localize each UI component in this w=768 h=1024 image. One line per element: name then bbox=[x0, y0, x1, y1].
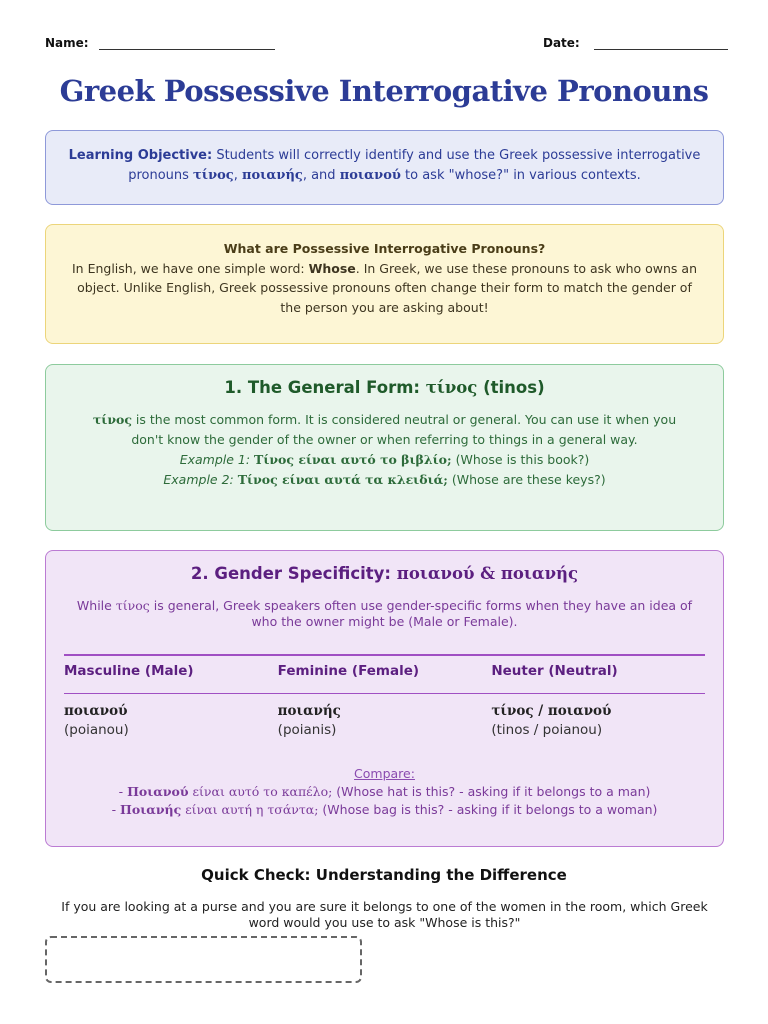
compare-1-dash: - bbox=[118, 784, 128, 799]
what-are-box bbox=[45, 224, 724, 344]
page-title: Greek Possessive Interrogative Pronouns bbox=[59, 74, 709, 108]
gender-specificity-box bbox=[45, 550, 724, 847]
name-field bbox=[45, 36, 275, 50]
feminine-translit: (poianis) bbox=[277, 722, 337, 738]
masculine-greek: ποιανού bbox=[64, 703, 128, 719]
gender-intro bbox=[46, 586, 723, 630]
what-text-1: In English, we have one simple word: bbox=[72, 260, 309, 276]
general-title-prefix: 1. The General Form: bbox=[224, 378, 426, 397]
example-1-label: Example 1: bbox=[179, 452, 255, 467]
gender-intro-1: While bbox=[76, 598, 116, 613]
general-body-text: is the most common form. It is considered neutral or general. You can use it when you don't know the gender of the owner or when referring to things in a general way. bbox=[131, 412, 677, 447]
what-body bbox=[68, 259, 701, 318]
objective-pronoun-poianis: ποιανής bbox=[241, 168, 303, 183]
objective-pronoun-poianou: ποιανού bbox=[339, 168, 401, 183]
general-title-greek: τίνος bbox=[425, 378, 478, 397]
compare-1-greek-bold: Ποιανού bbox=[127, 784, 189, 799]
compare-1-text: (Whose hat is this? - asking if it belongs to a man) bbox=[332, 784, 651, 799]
quick-check-question: If you are looking at a purse and you are sure it belongs to one of the women in the room, which Greek word would you use to ask "Whose is this?" bbox=[61, 899, 708, 930]
gender-title-greek: ποιανού & ποιανής bbox=[396, 564, 579, 583]
column-header-neuter: Neuter (Neutral) bbox=[491, 663, 618, 679]
table-header-row bbox=[64, 656, 705, 693]
compare-line-2 bbox=[46, 801, 723, 819]
general-body-greek: τίνος bbox=[92, 412, 132, 427]
compare-2-greek: είναι αυτή η τσάντα; bbox=[181, 802, 319, 817]
quick-check-title: Quick Check: Understanding the Difference bbox=[201, 866, 567, 884]
compare-1-greek: είναι αυτό το καπέλο; bbox=[188, 784, 333, 799]
table-cell-neuter bbox=[491, 694, 705, 740]
general-form-box bbox=[45, 364, 724, 531]
column-header-masculine: Masculine (Male) bbox=[64, 663, 194, 679]
gender-table bbox=[64, 654, 705, 740]
name-line[interactable] bbox=[99, 36, 275, 50]
gender-intro-greek: τίνος bbox=[115, 598, 150, 613]
table-cell-masculine bbox=[64, 694, 278, 740]
example-2-label: Example 2: bbox=[163, 472, 238, 487]
objective-text-1: Students will correctly identify and use the Greek possessive interrogative pronouns bbox=[128, 148, 701, 183]
general-title bbox=[46, 376, 723, 400]
gender-title-prefix: 2. Gender Specificity: bbox=[190, 564, 397, 583]
gender-title bbox=[46, 562, 723, 586]
general-title-suffix: (tinos) bbox=[477, 378, 545, 397]
gender-intro-2: is general, Greek speakers often use gender-specific forms when they have an idea of who the owner might be (Male or Female). bbox=[149, 598, 693, 629]
table-cell-feminine bbox=[278, 694, 492, 740]
compare-label: Compare: bbox=[354, 766, 415, 781]
compare-2-greek-bold: Ποιανής bbox=[120, 802, 182, 817]
compare-2-dash: - bbox=[111, 802, 121, 817]
date-line[interactable] bbox=[594, 36, 728, 50]
example-2-translation: (Whose are these keys?) bbox=[447, 472, 606, 487]
objective-text-2: to ask "whose?" in various contexts. bbox=[400, 168, 641, 183]
answer-box[interactable] bbox=[45, 936, 362, 983]
compare-line-1 bbox=[46, 783, 723, 801]
date-label: Date: bbox=[543, 36, 580, 50]
general-description bbox=[76, 410, 693, 450]
general-body bbox=[46, 400, 723, 490]
neuter-greek: τίνος / ποιανού bbox=[491, 703, 612, 719]
general-example-1 bbox=[76, 450, 693, 470]
what-whose: Whose bbox=[308, 260, 356, 276]
table-row bbox=[64, 694, 705, 740]
example-1-translation: (Whose is this book?) bbox=[451, 452, 590, 467]
objective-sep-1: , bbox=[233, 168, 242, 183]
column-header-feminine: Feminine (Female) bbox=[277, 663, 420, 679]
objective-label: Learning Objective: bbox=[68, 148, 213, 163]
neuter-translit: (tinos / poianou) bbox=[491, 722, 603, 738]
example-1-greek: Τίνος είναι αυτό το βιβλίο; bbox=[254, 452, 452, 467]
what-heading: What are Possessive Interrogative Pronouns? bbox=[223, 241, 546, 256]
feminine-greek: ποιανής bbox=[277, 703, 341, 719]
date-field bbox=[543, 36, 728, 50]
what-text-2: . In Greek, we use these pronouns to ask who owns an object. Unlike English, Greek possessive pronouns often change their form to match the gender of the person you are asking about! bbox=[77, 260, 697, 315]
compare-section bbox=[46, 765, 723, 819]
example-2-greek: Τίνος είναι αυτά τα κλειδιά; bbox=[237, 472, 448, 487]
objective-sep-2: , and bbox=[302, 168, 340, 183]
general-example-2 bbox=[76, 470, 693, 490]
name-label: Name: bbox=[45, 36, 89, 50]
objective-pronoun-tinos: τίνος bbox=[193, 168, 234, 183]
masculine-translit: (poianou) bbox=[64, 722, 129, 738]
learning-objective-box bbox=[45, 130, 724, 205]
compare-2-text: (Whose bag is this? - asking if it belongs to a woman) bbox=[318, 802, 658, 817]
